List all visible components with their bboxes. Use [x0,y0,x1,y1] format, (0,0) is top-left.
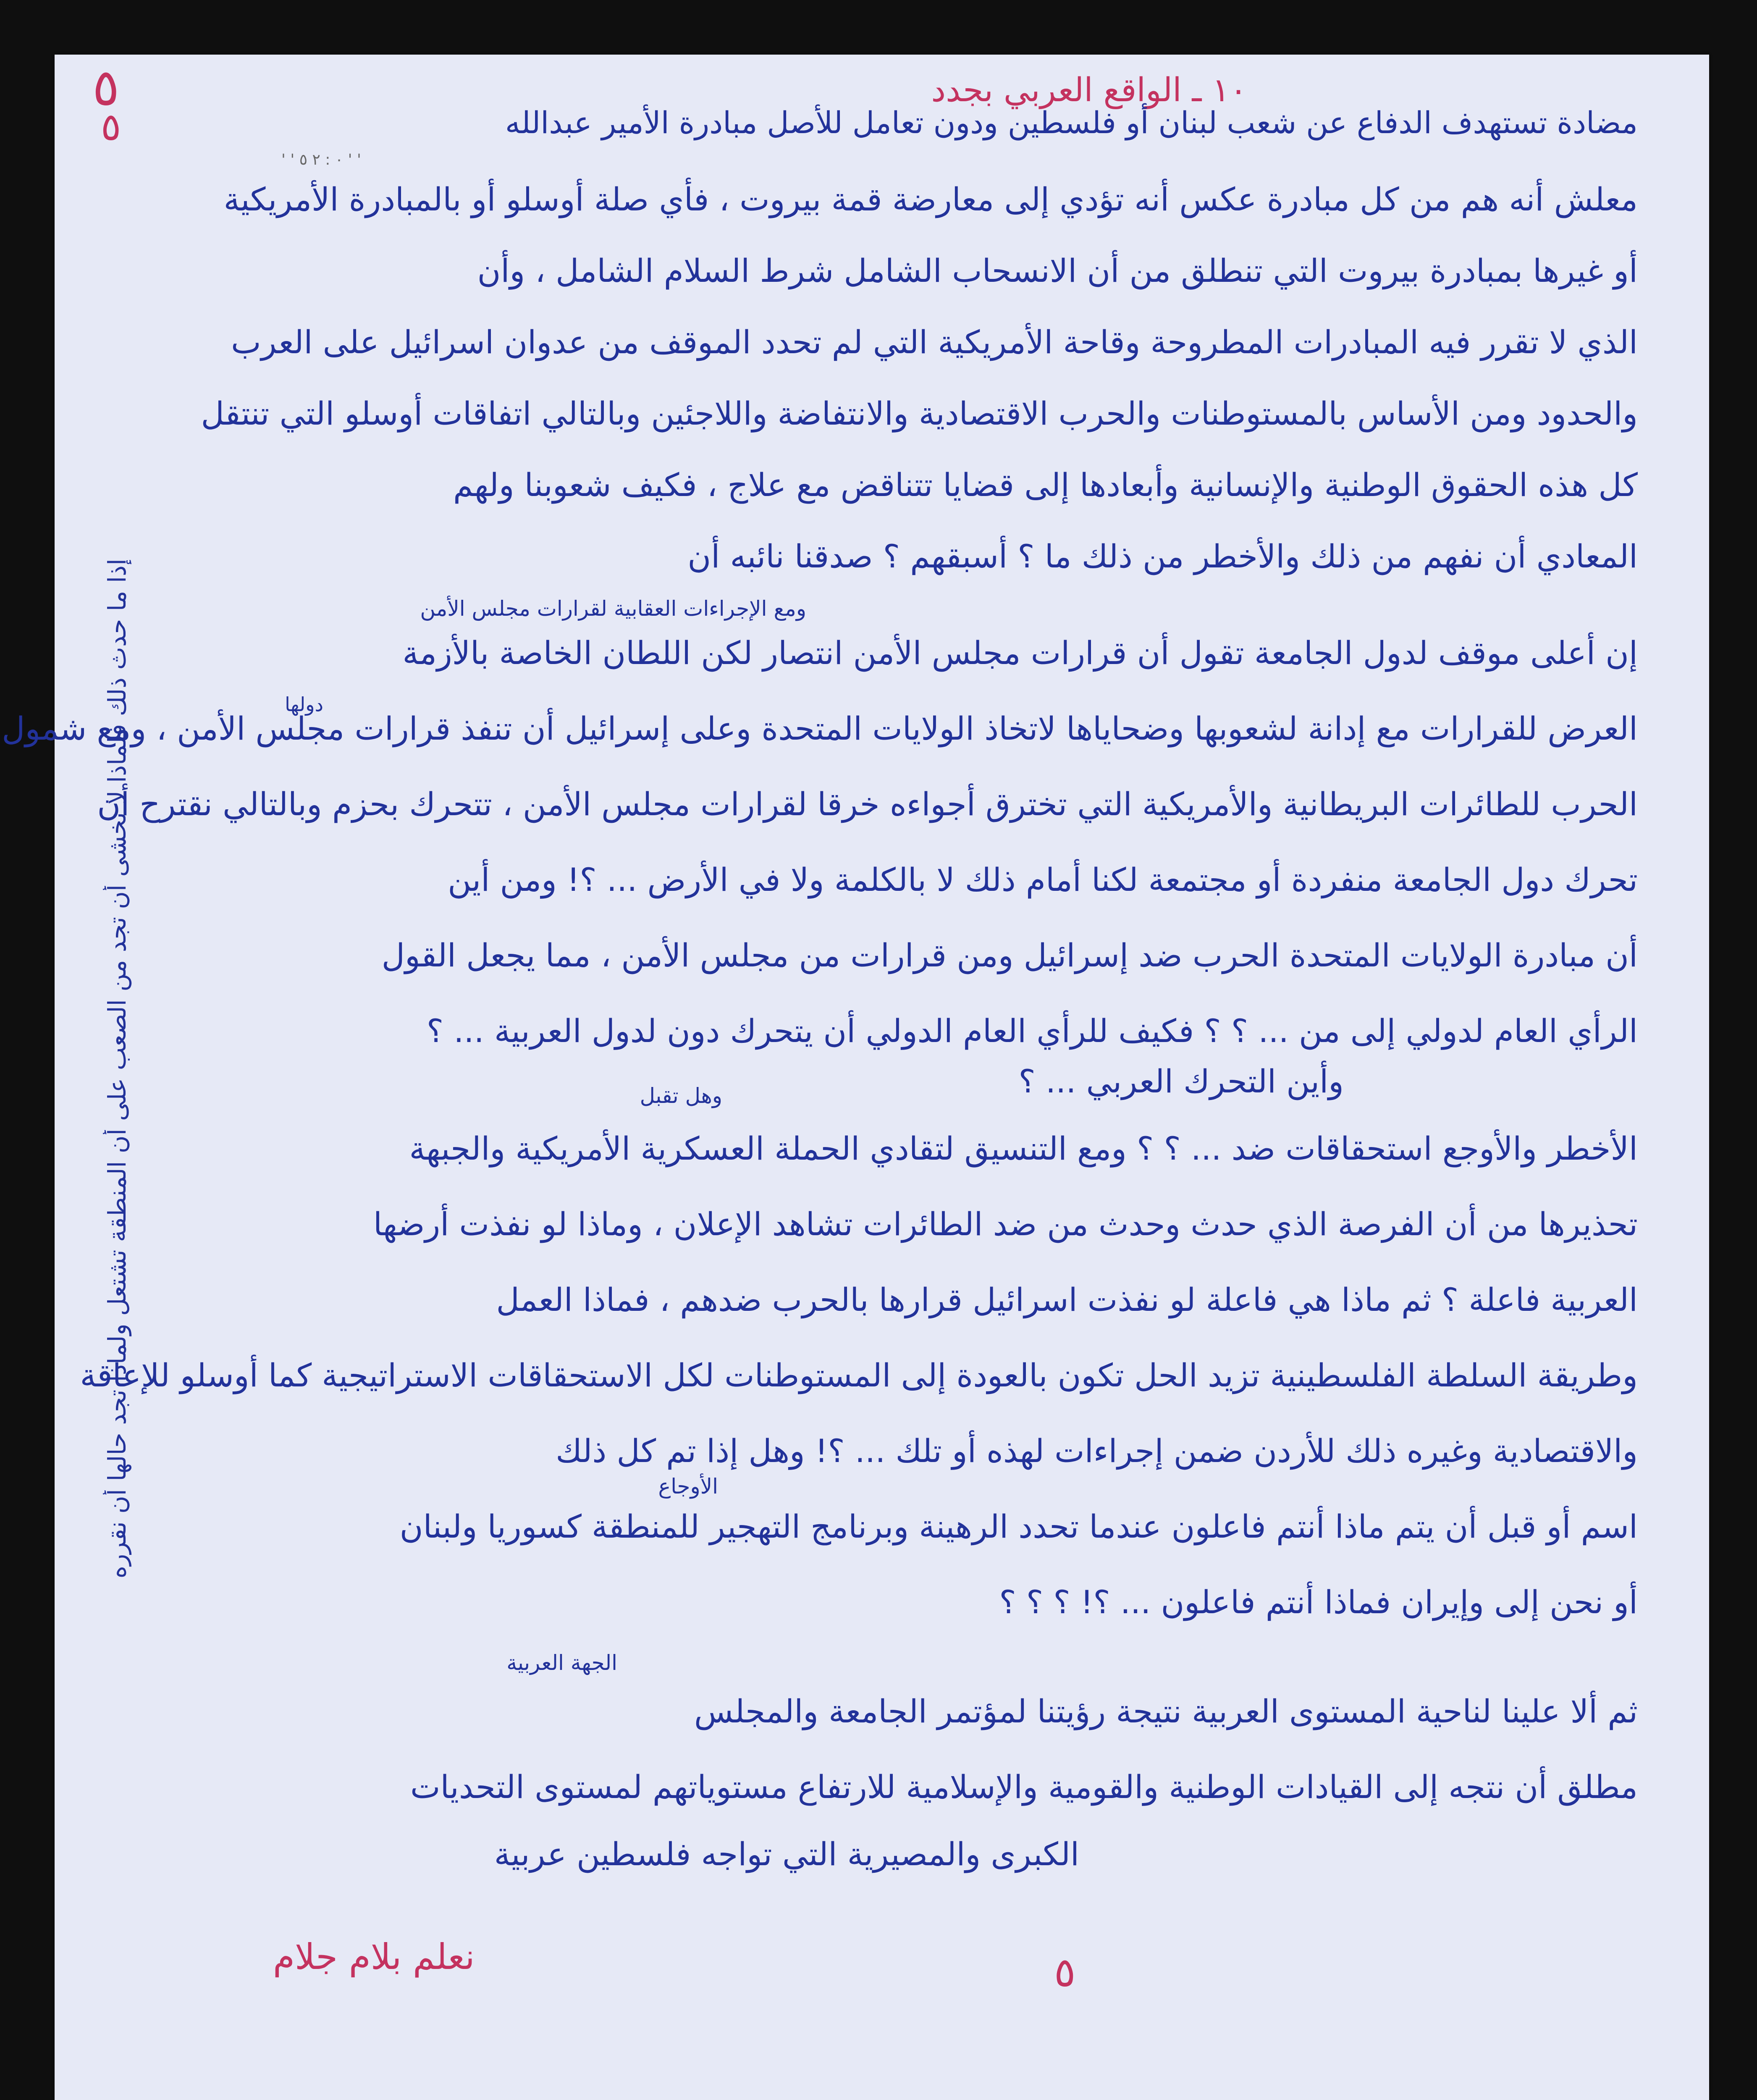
text-line: الحرب للطائرات البريطانية والأمريكية التي تخترق أجواءه خرقا لقرارات مجلس الأمن ، تتحرك بحزم وبالتالي نقترح أن [97,785,1638,823]
page-number-bottom: ٥ [1054,1949,1076,1996]
interlinear-note: الجهة العربية [506,1651,617,1675]
page-number-top: ٥ [92,59,120,117]
interlinear-note: ومع الإجراءات العقابية لقرارات مجلس الأمن [420,596,806,621]
corner-mark: ٥ [101,105,121,149]
text-line: أو نحن إلى وإيران فماذا أنتم فاعلون ... ؟! ؟ ؟ ؟ [999,1583,1638,1621]
text-line: الأخطر والأوجع استحقاقات ضد ... ؟ ؟ ومع التنسيق لتقادي الحملة العسكرية الأمريكية والجبهة [409,1130,1638,1167]
interlinear-note: وهل تقبل [640,1084,722,1108]
text-line: العربية فاعلة ؟ ثم ماذا هي فاعلة لو نفذت اسرائيل قرارها بالحرب ضدهم ، فماذا العمل [496,1281,1638,1318]
text-line: كل هذه الحقوق الوطنية والإنسانية وأبعادها إلى قضايا تتناقض مع علاج ، فكيف شعوبنا ولهم [453,466,1638,504]
text-line: أو غيرها بمبادرة بيروت التي تنطلق من أن الانسحاب الشامل شرط السلام الشامل ، وأن [477,252,1638,289]
text-line: الذي لا تقرر فيه المبادرات المطروحة وقاحة الأمريكية التي لم تحدد الموقف من عدوان اسرائيل على العرب [231,323,1638,361]
text-line: إن أعلى موقف لدول الجامعة تقول أن قرارات مجلس الأمن انتصار لكن اللطان الخاصة بالأزمة [402,634,1638,672]
margin-note: إذا ما حدث ذلك فلماذا لا نخشى أن تجد من الصعب على أن المنطقة تشتعل ولماذا تجد حالها أن نقرره [103,559,131,1579]
text-line: المعادي أن نفهم من ذلك والأخطر من ذلك ما ؟ أسبقهم ؟ صدقنا نائبه أن [687,538,1638,575]
text-line: مطلق أن نتجه إلى القيادات الوطنية والقومية والإسلامية للارتفاع مستوياتهم لمستوى التحديات [410,1768,1638,1806]
interlinear-note: الأوجاع [658,1474,718,1499]
text-line: تحرك دول الجامعة منفردة أو مجتمعة لكنا أمام ذلك لا بالكلمة ولا في الأرض ... ؟! ومن أين [448,861,1638,898]
text-line: أن مبادرة الولايات المتحدة الحرب ضد إسرائيل ومن قرارات من مجلس الأمن ، مما يجعل القول [381,937,1638,974]
text-line: معلش أنه هم من كل مبادرة عكس أنه تؤدي إلى معارضة قمة بيروت ، فأي صلة أوسلو أو بالمبادرة الأمريكية [223,181,1638,218]
text-line: وأين التحرك العربي ... ؟ [1018,1063,1344,1100]
text-line: الرأي العام لدولي إلى من ... ؟ ؟ فكيف للرأي العام الدولي أن يتحرك دون لدول العربية ... ؟ [426,1012,1638,1050]
text-line: والاقتصادية وغيره ذلك للأردن ضمن إجراءات لهذه أو تلك ... ؟! وهل إذا تم كل ذلك [556,1432,1638,1470]
text-line: تحذيرها من أن الفرصة الذي حدث وحدث من ضد الطائرات تشاهد الإعلان ، وماذا لو نفذت أرضها [373,1205,1638,1243]
manuscript-page [2,55,1709,2100]
signature: نعلم بلام جلام [273,1936,475,1977]
text-line: مضادة تستهدف الدفاع عن شعب لبنان أو فلسطين ودون تعامل للأصل مبادرة الأمير عبدالله [505,105,1638,140]
interlinear-note: دولها [285,693,323,716]
text-line: والحدود ومن الأساس بالمستوطنات والحرب الاقتصادية والانتفاضة واللاجئين وبالتالي اتفاقات أوسلو التي تنتقل [201,395,1638,432]
top-marks: ' ' ٠ : ٢ ٥ ' ' [281,151,361,168]
text-line: الكبرى والمصيرية التي تواجه فلسطين عربية [494,1835,1079,1873]
text-line: اسم أو قبل أن يتم ماذا أنتم فاعلون عندما تحدد الرهينة وبرنامج التهجير للمنطقة كسوريا ولبنان [399,1508,1638,1545]
text-line: وطريقة السلطة الفلسطينية تزيد الحل تكون بالعودة إلى المستوطنات لكل الاستحقاقات الاستراتيجية كما أوسلو للإعاقة [80,1357,1638,1394]
text-line: العرض للقرارات مع إدانة لشعوبها وضحاياها لاتخاذ الولايات المتحدة وعلى إسرائيل أن تنفذ قرارات مجلس الأمن ، ومع شمول [2,710,1638,747]
text-line: ثم ألا علينا لناحية المستوى العربية نتيجة رؤيتنا لمؤتمر الجامعة والمجلس [694,1693,1638,1730]
page-header: ١٠ ـ الواقع العربي بجدد [931,71,1247,109]
